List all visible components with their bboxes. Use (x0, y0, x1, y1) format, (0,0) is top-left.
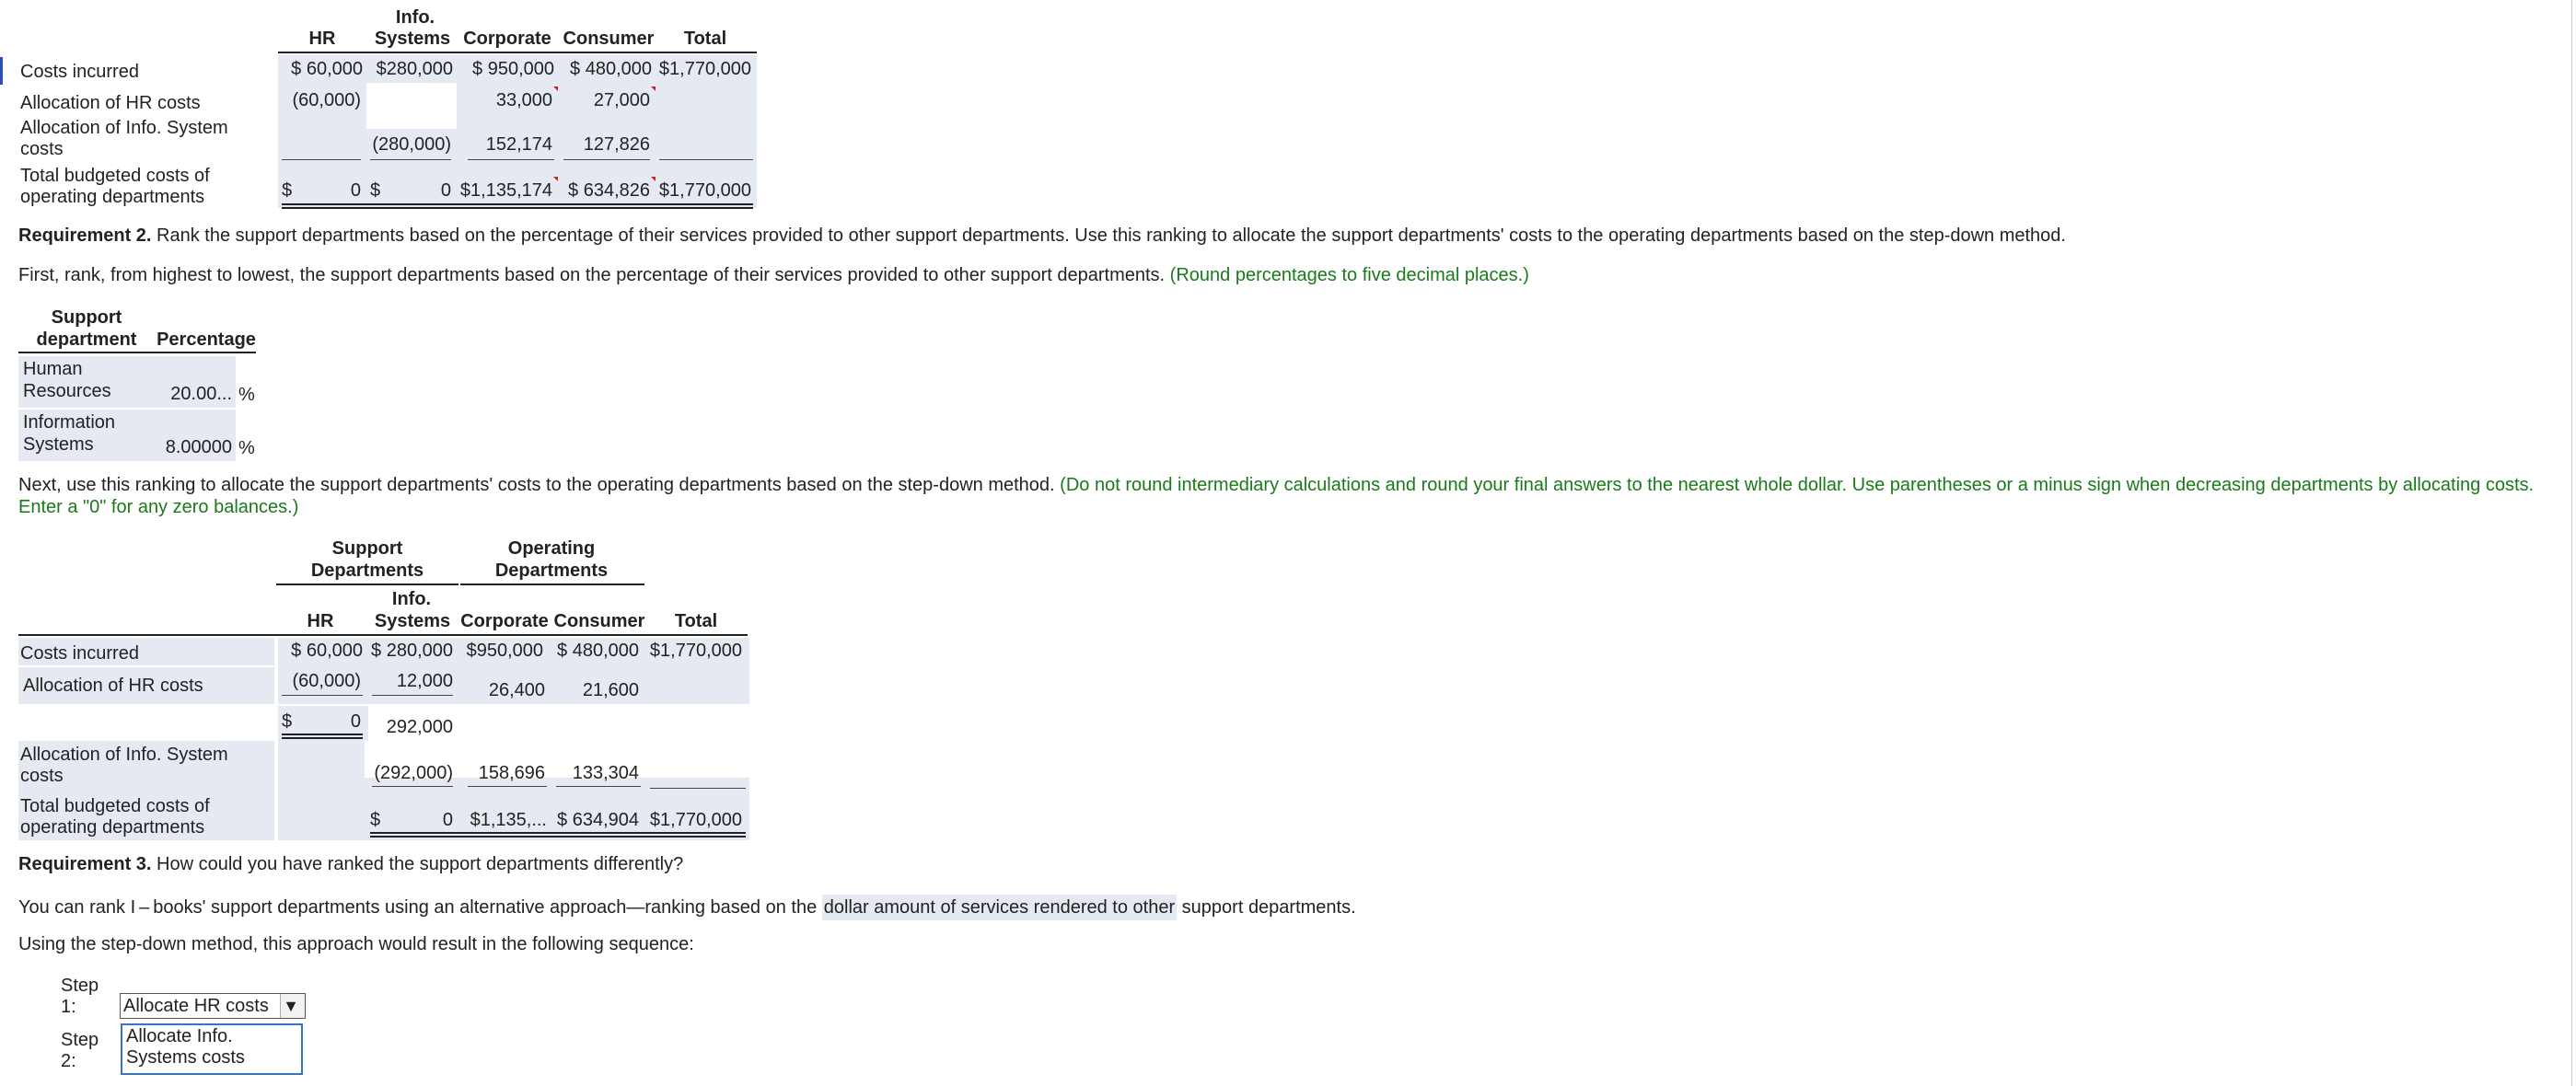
focus-indicator (0, 57, 3, 85)
t1-costs-consumer: $ 480,000 (570, 59, 652, 79)
group-operating-bottom: Departments (494, 560, 609, 581)
t2-row-label-info-alloc: Allocation of Info. System costs (20, 745, 228, 786)
double-rule-top (282, 203, 753, 205)
underline (370, 159, 451, 160)
underline (468, 159, 554, 160)
double-rule-top (370, 832, 746, 834)
underline (282, 159, 361, 160)
requirement-2-text (18, 225, 2066, 247)
t1-total-hr-dollar: $ (282, 180, 293, 201)
underline (282, 695, 363, 696)
t2-total-info-dollar: $ (370, 810, 381, 830)
t2-total-consumer[interactable]: $ 634,904 (557, 810, 639, 830)
underline (659, 159, 753, 160)
col-header-info-top: Info. (395, 7, 435, 28)
t2-costs-total: $1,770,000 (649, 641, 742, 661)
t2-total-total: $1,770,000 (649, 810, 742, 830)
col-header-total: Total (683, 29, 727, 49)
t1-total-hr[interactable]: 0 (350, 180, 361, 201)
double-rule-bottom (370, 836, 746, 838)
t2-header-info-top: Info. (391, 589, 432, 609)
step-2-select-value-bottom: Systems costs (126, 1047, 245, 1068)
rank-instruction-text: First, rank, from highest to lowest, the support departments based on the percentage of their services provided to other support departments. (18, 265, 1166, 285)
double-rule-top (282, 734, 363, 735)
t2-costs-hr: $ 60,000 (291, 641, 363, 661)
t2-hralloc-consumer[interactable]: 21,600 (582, 680, 639, 700)
t1-total-info-dollar: $ (370, 180, 381, 201)
t2-header-info-bottom: Systems (374, 611, 451, 631)
next-instruction-hint: (Do not round intermediary calculations and round your final answers to the nearest whole dollar. Use parentheses or a minus sign when decreasing departments by allocating costs. (1060, 475, 2535, 495)
t2-header-hr: HR (307, 611, 334, 631)
t2-infoalloc-corporate[interactable]: 158,696 (478, 763, 545, 783)
t1-infoalloc-consumer[interactable]: 127,826 (583, 134, 650, 155)
col-header-info-bottom: Systems (374, 29, 451, 49)
header-rule (278, 52, 757, 53)
rank-pct-is[interactable]: 8.00000 (165, 437, 232, 457)
col-header-hr: HR (308, 29, 336, 49)
col-header-consumer: Consumer (563, 29, 655, 49)
t2-hralloc-corporate[interactable]: 26,400 (488, 680, 545, 700)
rank-dept-is-top: Information (23, 412, 116, 433)
rank-header-rule (18, 352, 256, 353)
alt-text-after: support departments. (1181, 897, 1356, 918)
row-label-total: Total budgeted costs of operating departments (20, 166, 210, 207)
t2-hralloc-hr[interactable]: (60,000) (292, 671, 361, 691)
t2-header-total: Total (674, 611, 718, 631)
underline (650, 788, 746, 789)
rank-header-pct: Percentage (157, 329, 256, 350)
scroll-edge (2571, 0, 2572, 1086)
underline (372, 786, 453, 787)
rank-unit-is: % (238, 438, 255, 458)
t2-sub-info: 292,000 (386, 717, 453, 737)
alt-highlight-dropdown[interactable]: dollar amount of services rendered to other (822, 895, 1177, 920)
t2-row-label-hr-alloc: Allocation of HR costs (23, 676, 203, 696)
step-1-label-top: Step (61, 976, 99, 996)
group-support-bottom: Departments (310, 560, 424, 581)
t2-costs-info: $ 280,000 (371, 641, 453, 661)
step-2-select-value-top: Allocate Info. (126, 1026, 233, 1046)
rank-instruction-hint: (Round percentages to five decimal places.) (1169, 265, 1529, 285)
rank-dept-hr-top: Human (23, 359, 83, 379)
t2-total-info[interactable]: 0 (442, 810, 453, 830)
underline (468, 786, 547, 787)
group-support-rule (276, 583, 458, 585)
group-operating-rule (460, 583, 644, 585)
step-1-label-bottom: 1: (61, 997, 76, 1017)
t2-header-rule (18, 634, 748, 636)
t1-hralloc-consumer[interactable]: 27,000 (593, 90, 650, 110)
t2-row-label-costs: Costs incurred (20, 643, 139, 664)
requirement-2-title: Requirement 2. (18, 225, 152, 246)
t1-costs-hr: $ 60,000 (291, 59, 363, 79)
t2-costs-consumer: $ 480,000 (557, 641, 639, 661)
requirement-3-body: How could you have ranked the support departments differently? (157, 854, 684, 874)
rank-unit-hr: % (238, 385, 255, 405)
step-1-select[interactable] (120, 993, 306, 1019)
t1-infoalloc-info[interactable]: (280,000) (372, 134, 451, 155)
t2-header-corporate: Corporate (460, 611, 549, 631)
double-rule-bottom (282, 737, 363, 739)
underline (563, 159, 650, 160)
t1-total-total: $1,770,000 (658, 180, 751, 201)
t2-sub-hr[interactable]: 0 (350, 711, 361, 732)
sequence-text: Using the step-down method, this approach would result in the following sequence: (18, 934, 694, 954)
next-instruction (18, 474, 2534, 496)
alternative-approach-text (18, 896, 1356, 918)
t1-costs-corporate: $ 950,000 (472, 59, 554, 79)
requirement-3-text (18, 853, 683, 875)
t1-total-consumer[interactable]: $ 634,826 (568, 180, 650, 201)
requirement-2-body: Rank the support departments based on the percentage of their services provided to other support departments. Use this ranking to allocate the support departments' costs to the operating departments based on the step-down method. (157, 225, 2066, 246)
underline (372, 695, 453, 696)
t1-hralloc-hr[interactable]: (60,000) (292, 90, 361, 110)
group-operating-top: Operating (507, 538, 596, 559)
t1-hralloc-corporate[interactable]: 33,000 (495, 90, 552, 110)
step-2-select[interactable] (121, 1023, 303, 1075)
alt-text-before: You can rank I – books' support departments using an alternative approach—ranking based on the (18, 897, 818, 918)
t1-costs-info: $280,000 (376, 59, 453, 79)
underline (556, 786, 641, 787)
group-support-top: Support (331, 538, 403, 559)
t2-infoalloc-consumer[interactable]: 133,304 (572, 763, 639, 783)
row-label-costs: Costs incurred (20, 62, 139, 82)
rank-header-dept-bottom: department (36, 329, 137, 350)
step-1-select-value: Allocate HR costs (123, 996, 269, 1016)
rank-header-dept-top: Support (51, 307, 122, 328)
step-2-label-bottom: 2: (61, 1051, 76, 1071)
step-2-label-top: Step (61, 1030, 99, 1050)
rank-dept-is-bottom: Systems (23, 434, 94, 455)
t2-row-label-total: Total budgeted costs of operating departments (20, 796, 210, 838)
t2-infoalloc-info[interactable]: (292,000) (374, 763, 453, 783)
row-label-hr-alloc: Allocation of HR costs (20, 93, 201, 113)
rank-dept-hr-bottom: Resources (23, 381, 111, 401)
next-instruction-hint-2: Enter a "0" for any zero balances.) (18, 497, 299, 517)
t2-costs-corporate: $950,000 (466, 641, 543, 661)
t1-infoalloc-corporate[interactable]: 152,174 (485, 134, 552, 155)
col-header-corporate: Corporate (463, 29, 551, 49)
row-label-info-alloc: Allocation of Info. System costs (20, 118, 228, 159)
rank-instruction (18, 264, 1529, 286)
requirement-3-title: Requirement 3. (18, 854, 152, 874)
t2-hralloc-info[interactable]: 12,000 (396, 671, 453, 691)
double-rule-bottom (282, 207, 753, 209)
t1-costs-total: $1,770,000 (658, 59, 751, 79)
t1-total-corporate[interactable]: $1,135,174 (459, 180, 552, 201)
t2-shade-hr-col (278, 741, 365, 840)
t2-header-consumer: Consumer (553, 611, 645, 631)
dropdown-arrow-icon: ▼ (283, 997, 299, 1015)
error-mark (651, 87, 656, 91)
t2-total-corporate[interactable]: $1,135,... (470, 810, 547, 830)
t2-sub-hr-dollar: $ (282, 711, 293, 732)
rank-pct-hr[interactable]: 20.00... (170, 384, 232, 404)
t1-total-info[interactable]: 0 (440, 180, 451, 201)
next-instruction-text: Next, use this ranking to allocate the support departments' costs to the operating departments based on the step-down method. (18, 475, 1055, 495)
